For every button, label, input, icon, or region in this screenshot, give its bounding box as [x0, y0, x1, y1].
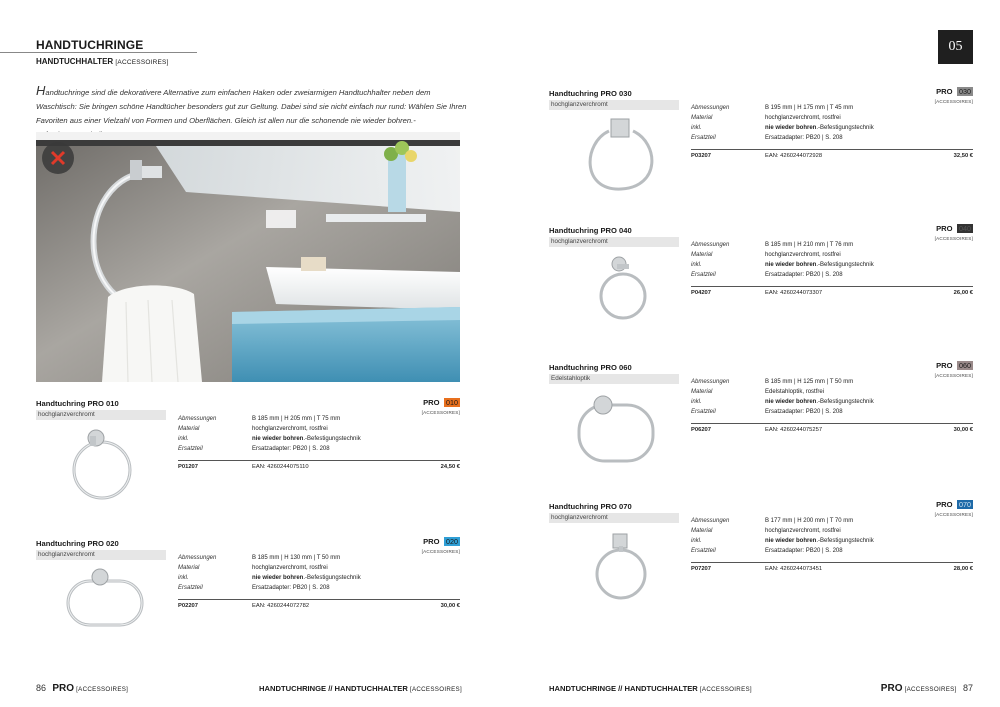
badge-pro: PRO: [423, 398, 440, 407]
spec-dimensions: B 185 mm | H 130 mm | T 50 mm: [252, 555, 341, 561]
badge-pro: PRO: [936, 500, 953, 509]
product-image-pro-020: [62, 565, 148, 637]
product-specs: [691, 105, 973, 165]
ean-code: EAN: 4260244075110: [252, 464, 309, 470]
nwb-bold: nie wieder bohren: [765, 538, 817, 544]
footer-section-title-left: HANDTUCHRINGE // HANDTUCHHALTER: [259, 684, 408, 693]
spec-label-material: Material: [691, 115, 713, 121]
article-number: P02207: [178, 603, 198, 609]
badge-tag: [ACCESSOIRES]: [934, 373, 973, 378]
nwb-bold: nie wieder bohren: [765, 262, 817, 268]
product-finish: hochglanzverchromt: [549, 100, 679, 110]
spec-label-included: inkl.: [691, 538, 702, 544]
price: 32,50 €: [953, 153, 973, 159]
product-title: Handtuchring PRO 040: [549, 226, 632, 235]
spec-spare: Ersatzadapter: PB20 | S. 208: [252, 585, 330, 591]
article-number: P07207: [691, 566, 711, 572]
nwb-bold: nie wieder bohren: [765, 399, 817, 405]
spec-material: Edelstahloptik, rostfrei: [765, 389, 825, 395]
article-number: P03207: [691, 153, 711, 159]
spec-material: hochglanzverchromt, rostfrei: [765, 252, 841, 258]
spec-label-dimensions: Abmessungen: [691, 105, 730, 111]
badge-code: 040: [959, 224, 971, 233]
product-image-pro-070: [591, 528, 653, 606]
page-subtitle: [36, 57, 169, 66]
product-title: Handtuchring PRO 010: [36, 399, 119, 408]
spec-included: [252, 436, 361, 442]
footer-page-number-right: 87: [962, 683, 973, 693]
ean-code: EAN: 4260244073451: [765, 566, 823, 572]
badge-code: 010: [446, 398, 458, 407]
price: 26,00 €: [953, 290, 973, 296]
spec-dimensions: B 185 mm | H 210 mm | T 76 mm: [765, 242, 854, 248]
price: 30,00 €: [440, 603, 460, 609]
product-title: Handtuchring PRO 070: [549, 502, 632, 511]
price: 30,00 €: [953, 427, 973, 433]
spec-label-spare: Ersatzteil: [178, 446, 203, 452]
product-image-pro-030: [583, 113, 659, 193]
ean-code: EAN: 4260244075257: [765, 427, 823, 433]
spec-material: hochglanzverchromt, rostfrei: [252, 426, 328, 432]
product-finish: hochglanzverchromt: [36, 550, 166, 560]
spec-divider: [691, 149, 973, 150]
nwb-bold: nie wieder bohren: [252, 575, 304, 581]
nwb-rest: .-Befestigungstechnik: [816, 538, 874, 544]
product-specs: [691, 379, 973, 439]
bathroom-photo: [36, 132, 460, 382]
price: 28,00 €: [953, 566, 973, 572]
spec-label-material: Material: [691, 389, 713, 395]
spec-material: hochglanzverchromt, rostfrei: [252, 565, 328, 571]
product-block: [36, 392, 460, 507]
spec-label-included: inkl.: [178, 436, 189, 442]
footer-left: [36, 683, 128, 694]
title-divider: [0, 52, 197, 53]
spec-included: [252, 575, 361, 581]
product-badge: [935, 494, 973, 517]
spec-divider: [691, 423, 973, 424]
product-badge: [935, 81, 973, 104]
article-number: P01207: [178, 464, 198, 470]
footer-section-tag-left: [ACCESSOIRES]: [409, 686, 462, 693]
product-finish: Edelstahloptik: [549, 374, 679, 384]
badge-tag: [ACCESSOIRES]: [421, 410, 460, 415]
footer-tag-left: [ACCESSOIRES]: [76, 686, 129, 693]
spec-divider: [178, 599, 460, 600]
spec-dimensions: B 185 mm | H 125 mm | T 50 mm: [765, 379, 854, 385]
product-image-pro-010: [66, 426, 138, 504]
spec-divider: [691, 286, 973, 287]
spec-included: [765, 125, 874, 131]
product-block: [549, 218, 973, 333]
spec-label-dimensions: Abmessungen: [691, 242, 730, 248]
spec-material: hochglanzverchromt, rostfrei: [765, 115, 841, 121]
product-image-pro-060: [575, 391, 657, 467]
badge-code: 060: [959, 361, 971, 370]
spec-included: [765, 538, 874, 544]
spec-label-material: Material: [178, 565, 200, 571]
subtitle-tag: [ACCESSOIRES]: [115, 59, 169, 66]
product-badge: [935, 355, 973, 378]
spec-included: [765, 262, 874, 268]
nwb-rest: .-Befestigungstechnik: [303, 436, 361, 442]
ean-code: EAN: 4260244072782: [252, 603, 310, 609]
badge-code: 070: [959, 500, 971, 509]
nwb-bold: nie wieder bohren: [252, 436, 304, 442]
product-finish: hochglanzverchromt: [549, 513, 679, 523]
product-finish: hochglanzverchromt: [36, 410, 166, 420]
footer-section-right: [549, 684, 752, 693]
product-block: [549, 81, 973, 196]
spec-material: hochglanzverchromt, rostfrei: [765, 528, 841, 534]
spec-divider: [178, 460, 460, 461]
footer-right: [881, 683, 973, 694]
product-block: [549, 494, 973, 609]
product-title: Handtuchring PRO 060: [549, 363, 632, 372]
product-title: Handtuchring PRO 030: [549, 89, 632, 98]
intro-initial: H: [36, 83, 46, 98]
spec-dimensions: B 177 mm | H 200 mm | T 70 mm: [765, 518, 854, 524]
badge-pro: PRO: [423, 537, 440, 546]
page-title: HANDTUCHRINGE: [36, 38, 144, 52]
product-image-pro-040: [593, 252, 653, 328]
footer-page-number-left: 86: [36, 683, 47, 693]
badge-tag: [ACCESSOIRES]: [934, 512, 973, 517]
subtitle-text: HANDTUCHHALTER: [36, 57, 114, 66]
spec-label-dimensions: Abmessungen: [178, 416, 217, 422]
product-specs: [178, 416, 460, 476]
nwb-rest: .-Befestigungstechnik: [303, 575, 361, 581]
badge-tag: [ACCESSOIRES]: [934, 99, 973, 104]
badge-tag: [ACCESSOIRES]: [421, 549, 460, 554]
page-number-box: 05: [938, 30, 973, 64]
spec-label-spare: Ersatzteil: [178, 585, 203, 591]
spec-label-included: inkl.: [178, 575, 189, 581]
spec-included: [765, 399, 874, 405]
spec-spare: Ersatzadapter: PB20 | S. 208: [765, 409, 843, 415]
spec-dimensions: B 185 mm | H 205 mm | T 75 mm: [252, 416, 341, 422]
bathroom-photo-illustration: [36, 132, 460, 382]
badge-tag: [ACCESSOIRES]: [934, 236, 973, 241]
product-block: [36, 531, 460, 641]
product-block: [549, 355, 973, 470]
footer-section-tag-right: [ACCESSOIRES]: [699, 686, 752, 693]
spec-dimensions: B 195 mm | H 175 mm | T 45 mm: [765, 105, 854, 111]
spec-spare: Ersatzadapter: PB20 | S. 208: [765, 135, 843, 141]
spec-label-included: inkl.: [691, 262, 702, 268]
product-specs: [691, 242, 973, 302]
footer-pro-right: PRO: [880, 683, 903, 694]
footer-pro-left: PRO: [52, 683, 75, 694]
price: 24,50 €: [440, 464, 460, 470]
article-number: P04207: [691, 290, 711, 296]
spec-label-dimensions: Abmessungen: [691, 379, 730, 385]
nwb-rest: .-Befestigungstechnik: [816, 125, 874, 131]
product-badge: [422, 531, 460, 554]
spec-label-dimensions: Abmessungen: [691, 518, 730, 524]
spec-label-spare: Ersatzteil: [691, 135, 716, 141]
spec-spare: Ersatzadapter: PB20 | S. 208: [765, 548, 843, 554]
article-number: P06207: [691, 427, 711, 433]
nwb-rest: .-Befestigungstechnik: [816, 399, 874, 405]
nwb-rest: .-Befestigungstechnik: [816, 262, 874, 268]
product-specs: [178, 555, 460, 615]
footer-tag-right: [ACCESSOIRES]: [904, 686, 957, 693]
spec-label-spare: Ersatzteil: [691, 548, 716, 554]
product-title: Handtuchring PRO 020: [36, 539, 119, 548]
product-badge: [422, 392, 460, 415]
product-badge: [935, 218, 973, 241]
spec-label-material: Material: [691, 528, 713, 534]
badge-pro: PRO: [936, 87, 953, 96]
spec-spare: Ersatzadapter: PB20 | S. 208: [765, 272, 843, 278]
spec-divider: [691, 562, 973, 563]
ean-code: EAN: 4260244072928: [765, 153, 823, 159]
spec-label-dimensions: Abmessungen: [178, 555, 217, 561]
footer-section-left: [259, 684, 462, 693]
spec-label-material: Material: [691, 252, 713, 258]
spec-label-included: inkl.: [691, 399, 702, 405]
product-specs: [691, 518, 973, 578]
spec-spare: Ersatzadapter: PB20 | S. 208: [252, 446, 330, 452]
footer-section-title-right: HANDTUCHRINGE // HANDTUCHHALTER: [549, 684, 698, 693]
spec-label-material: Material: [178, 426, 200, 432]
badge-pro: PRO: [936, 224, 953, 233]
badge-code: 020: [446, 537, 458, 546]
spec-label-included: inkl.: [691, 125, 702, 131]
nwb-bold: nie wieder bohren: [765, 125, 817, 131]
badge-pro: PRO: [936, 361, 953, 370]
ean-code: EAN: 4260244073307: [765, 290, 823, 296]
spec-label-spare: Ersatzteil: [691, 409, 716, 415]
intro-text: andtuchringe sind die dekorativere Alternative zum einfachen Haken oder zweiarmigen Handtuchhalter neben dem Waschtisch: Sie bringen schöne Handtücher besonders gut zur Geltung. Dabei sind sie nicht einfach nur rund: Wählen Sie Ihren Favoriten aus einer Vielzahl von Formen und Oberflächen. Gleich ist allen nur die schonende nie wieder bohren.-: [36, 88, 467, 125]
spec-label-spare: Ersatzteil: [691, 272, 716, 278]
product-finish: hochglanzverchromt: [549, 237, 679, 247]
badge-code: 030: [959, 87, 971, 96]
